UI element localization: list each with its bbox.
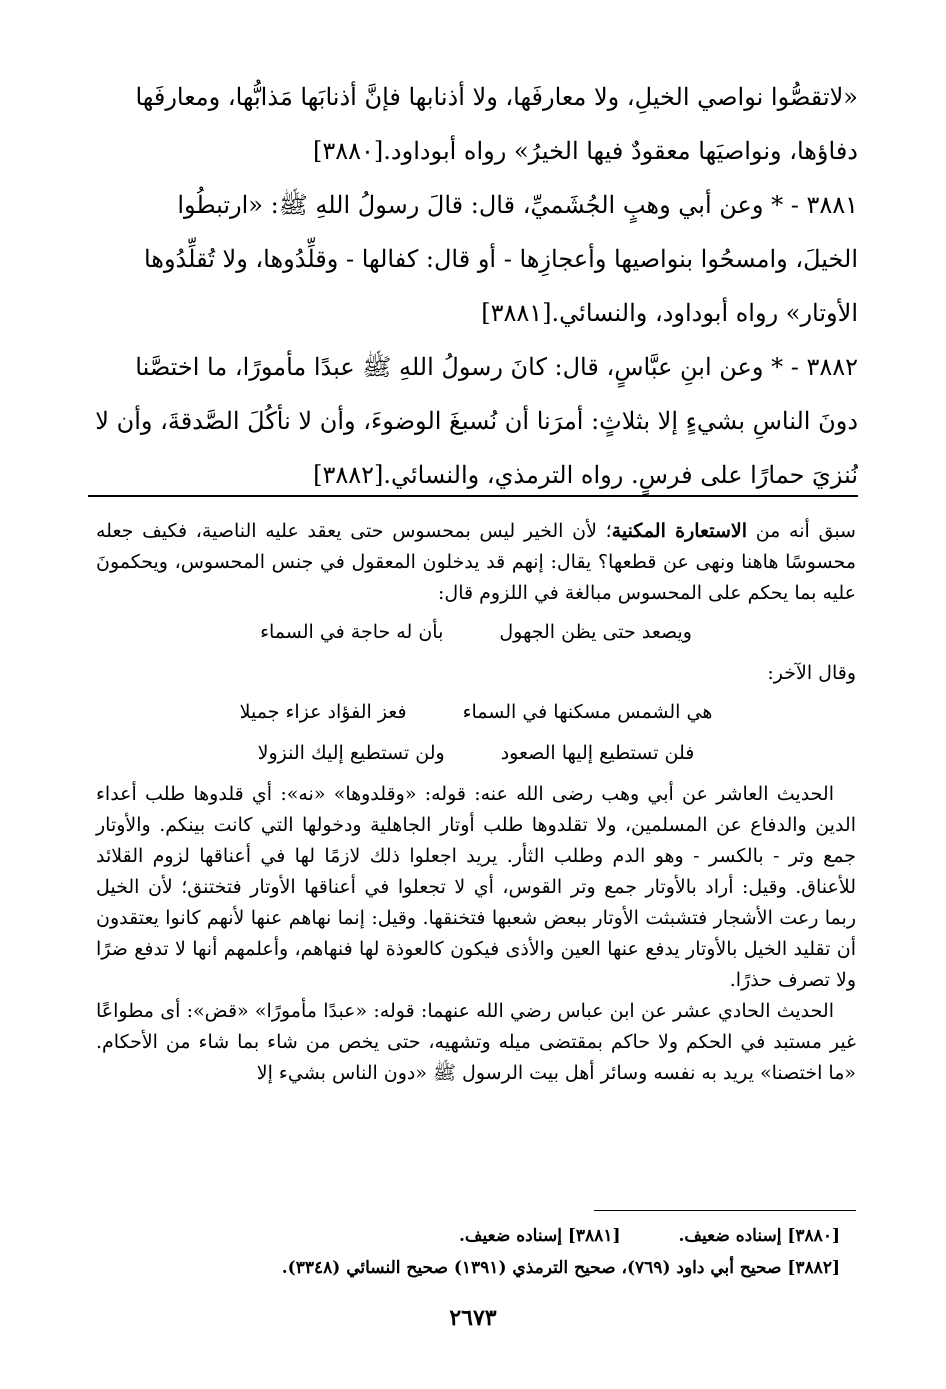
verse-1: [96, 617, 856, 648]
bold-term: الاستعارة المكنية: [611, 520, 747, 542]
footnote-3882: [٣٨٨٢] صحيح أبي داود (٧٦٩)، صحيح الترمذي (١٣٩١) صحيح النسائي (٣٣٤٨).: [281, 1258, 840, 1278]
para1-prefix: سبق أنه من: [755, 520, 856, 542]
verse-1-first-hemistich: ويصعد حتى يظن الجهول: [499, 621, 692, 643]
page-number: ٢٦٧٣: [449, 1305, 497, 1331]
verse-2: [96, 697, 856, 728]
commentary-paragraph-3: الحديث الحادي عشر عن ابن عباس رضي الله عنهما: قوله: «عبدًا مأمورًا» «قض»: أى مطواعًا غير مستبد في الحكم ولا حاكم بمقتضى ميله وتشهيه، حتى يخص من شاء بما شاء من الأحكام. «ما اختصنا» يريد به نفسه وسائر أهل بيت الرسول ﷺ «دون الناس بشيء إلا: [96, 1000, 856, 1084]
hadith-3880-line-1: «لاتقصُّوا نواصي الخيلِ، ولا معارفَها، ولا أذنابها فإنَّ أذنابَها مَذابُّها، ومعارفَها: [135, 83, 858, 111]
hadith-3882-line-1: ٣٨٨٢ - * وعن ابنِ عبَّاسٍ، قال: كانَ رسولُ اللهِ ﷺ عبدًا مأمورًا، ما اختصَّنا: [135, 353, 858, 381]
hadith-3881-line-3: الأوتار» رواه أبوداود، والنسائي.[٣٨٨١]: [481, 299, 858, 327]
verse-3-first-hemistich: فلن تستطيع إليها الصعود: [500, 742, 695, 764]
hadith-3880: [86, 70, 858, 178]
footnote-3881: [٣٨٨١] إسناده ضعيف.: [459, 1226, 621, 1246]
footnote-row-1: [190, 1220, 840, 1252]
verse-3: [96, 738, 856, 769]
verse-2-second-hemistich: فعز الفؤاد عزاء جميلا: [239, 701, 407, 723]
verse-1-second-hemistich: بأن له حاجة في السماء: [260, 621, 444, 643]
hadith-text: [86, 70, 858, 502]
other-said: وقال الآخر:: [767, 662, 856, 684]
section-divider: [88, 495, 858, 497]
para1-rest: ؛ لأن الخير ليس بمحسوس حتى يعقد عليه الناصية، فكيف جعله محسوسًا هاهنا ونهى عن قطعها؟ يقال: إنهم قد يدخلون المعقول في جنس المحسوس، ويحكمونَ عليه بما يحكم على المحسوس مبالغة في اللزوم قال:: [96, 520, 856, 604]
verse-2-first-hemistich: هي الشمس مسكنها في السماء: [462, 701, 713, 723]
hadith-3881-line-2: الخيلَ، وامسحُوا بنواصيها وأعجازِها - أو قال: كفالها - وقلِّدُوها، ولا تُقلِّدُوها: [143, 245, 858, 273]
footnotes: [190, 1220, 840, 1284]
commentary-paragraph-1: [96, 516, 856, 609]
hadith-3880-line-2: دفاؤها، ونواصيَها معقودٌ فيها الخيرُ» رواه أبوداود.[٣٨٨٠]: [312, 137, 858, 165]
commentary-paragraph-2: الحديث العاشر عن أبي وهب رضى الله عنه: قوله: «وقلدوها» «نه»: أي قلدوها طلب أعداء الدين والدفاع عن المسلمين، ولا تقلدوها طلب أوتار الجاهلية ودخولها التي كانت بينكم. والأوتار جمع وتر - بالكسر - وهو الدم وطلب الثأر. يريد اجعلوا ذلك لازمًا لها في أعناقها لزوم القلائد للأعناق. وقيل: أراد بالأوتار جمع وتر القوس، أي لا تجعلوا في أعناقها الأوتار فتختنق؛ لأن الخيل ربما رعت الأشجار فتشبثت الأوتار ببعض شعبها فتخنقها. وقيل: إنما نهاهم عنها لأنهم كانوا يعتقدون أن تقليد الخيل بالأوتار يدفع عنها العين والأذى فيكون كالعوذة لها فنهاهم، وأعلمهم أنها لا تدفع ضرًا ولا تصرف حذرًا.: [96, 783, 856, 991]
footnote-3880: [٣٨٨٠] إسناده ضعيف.: [678, 1226, 840, 1246]
hadith-3881-line-1: ٣٨٨١ - * وعن أبي وهبٍ الجُشَميِّ، قال: قالَ رسولُ اللهِ ﷺ: «ارتبطُوا: [177, 191, 858, 219]
hadith-3881: [86, 178, 858, 340]
hadith-3882-line-2: دونَ الناسِ بشيءٍ إلا بثلاثٍ: أمرَنا أن نُسبغَ الوضوءَ، وأن لا نأكُلَ الصَّدقةَ، وأن لا: [95, 407, 858, 435]
commentary: [96, 516, 856, 1089]
hadith-3882-line-3: نُنزيَ حمارًا على فرسٍ. رواه الترمذي، والنسائي.[٣٨٨٢]: [313, 461, 858, 489]
footnote-divider: [594, 1210, 856, 1211]
hadith-3882: [86, 340, 858, 502]
verse-3-second-hemistich: ولن تستطيع إليك النزولا: [257, 742, 445, 764]
